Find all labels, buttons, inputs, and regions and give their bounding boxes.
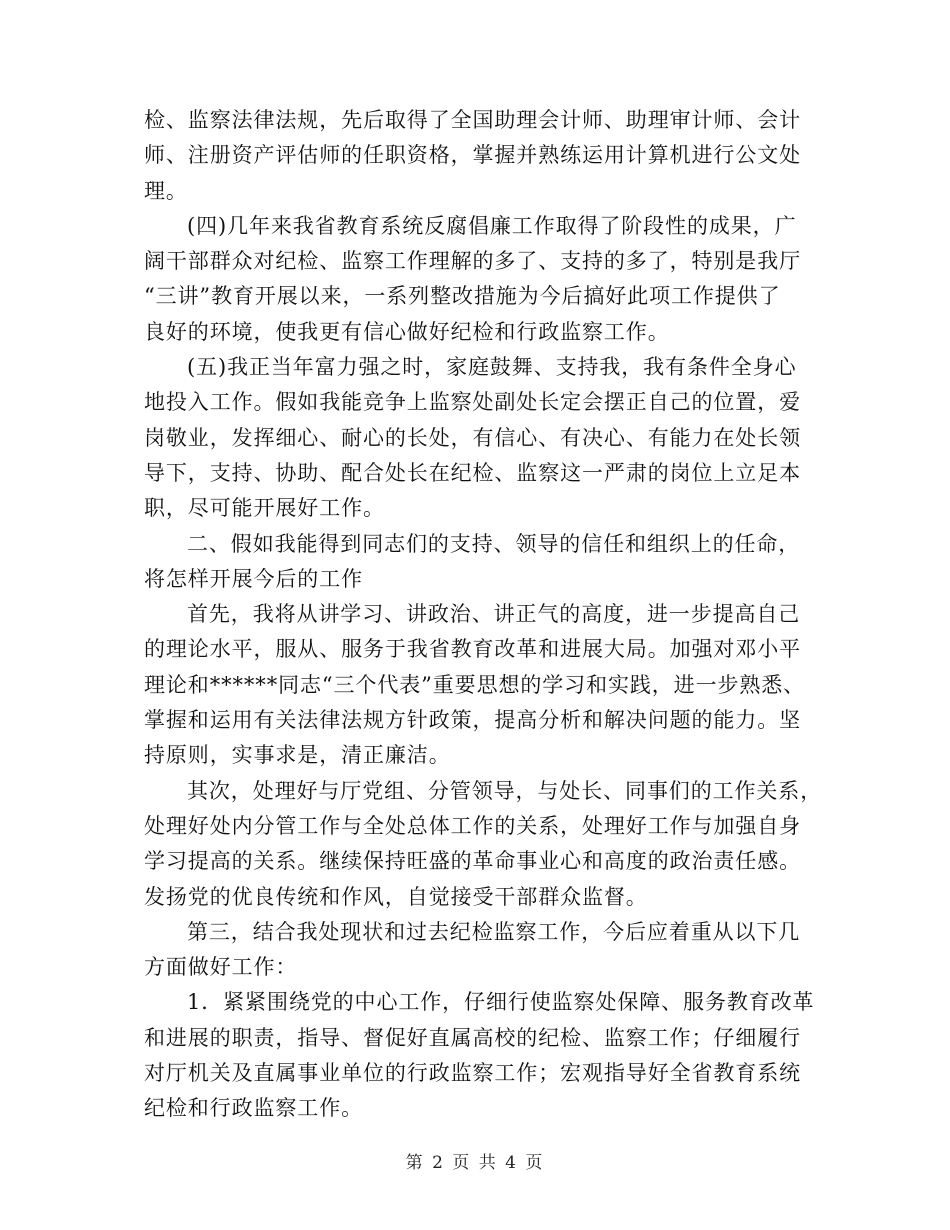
text-line: 良好的环境，使我更有信心做好纪检和行政监察工作。 [144,319,670,344]
text-line: 发扬党的优良传统和作风，自觉接受干部群众监督。 [144,884,648,909]
text-line: 理。 [144,178,188,203]
text-line: 1．紧紧围绕党的中心工作，仔细行使监察处保障、服务教育改革 [187,990,815,1015]
text-line: 师、注册资产评估师的任职资格，掌握并熟练运用计算机进行公文处 [144,143,801,168]
text-line: “三讲”教育开展以来，一系列整改措施为今后搞好此项工作提供了 [144,284,781,309]
text-line: 理论和******同志“三个代表”重要思想的学习和实践，进一步熟悉、 [144,672,806,697]
section-heading-line: 将怎样开展今后的工作 [144,566,363,591]
text-line: 掌握和运用有关法律法规方针政策，提高分析和解决问题的能力。坚 [144,708,801,733]
text-line: (四)几年来我省教育系统反腐倡廉工作取得了阶段性的成果，广 [187,213,797,238]
text-line: 处理好处内分管工作与全处总体工作的关系，处理好工作与加强自身 [144,813,801,838]
text-line: 学习提高的关系。继续保持旺盛的革命事业心和高度的政治责任感。 [144,849,801,874]
text-line: 持原则，实事求是，清正廉洁。 [144,743,451,768]
text-line: 阔干部群众对纪检、监察工作理解的多了、支持的多了，特别是我厅 [144,249,801,274]
document-body [144,103,823,1127]
text-line: 对厅机关及直属事业单位的行政监察工作；宏观指导好全省教育系统 [144,1061,801,1086]
text-line: 首先，我将从讲学习、讲政治、讲正气的高度，进一步提高自己 [187,602,801,627]
text-line: 的理论水平，服从、服务于我省教育改革和进展大局。加强对邓小平 [144,637,801,662]
text-line: 其次，处理好与厅党组、分管领导，与处长、同事们的工作关系， [187,778,823,803]
text-line: 地投入工作。假如我能竞争上监察处副处长定会摆正自己的位置，爱 [144,390,801,415]
text-line: 和进展的职责，指导、督促好直属高校的纪检、监察工作；仔细履行 [144,1025,801,1050]
text-line: 职，尽可能开展好工作。 [144,496,385,521]
page-number-footer: 第 2 页 共 4 页 [405,1153,545,1173]
text-line: 检、监察法律法规，先后取得了全国助理会计师、助理审计师、会计 [144,108,801,132]
text-line: (五)我正当年富力强之时，家庭鼓舞、支持我，我有条件全身心 [187,355,797,380]
text-line: 导下，支持、协助、配合处长在纪检、监察这一严肃的岗位上立足本 [144,460,801,485]
text-line: 岗敬业，发挥细心、耐心的长处，有信心、有决心、有能力在处长领 [144,425,801,450]
section-heading-line: 二、假如我能得到同志们的支持、领导的信任和组织上的任命， [187,531,801,556]
text-line: 方面做好工作： [144,955,298,980]
text-line: 第三，结合我处现状和过去纪检监察工作，今后应着重从以下几 [187,919,801,944]
text-line: 纪检和行政监察工作。 [144,1096,363,1121]
